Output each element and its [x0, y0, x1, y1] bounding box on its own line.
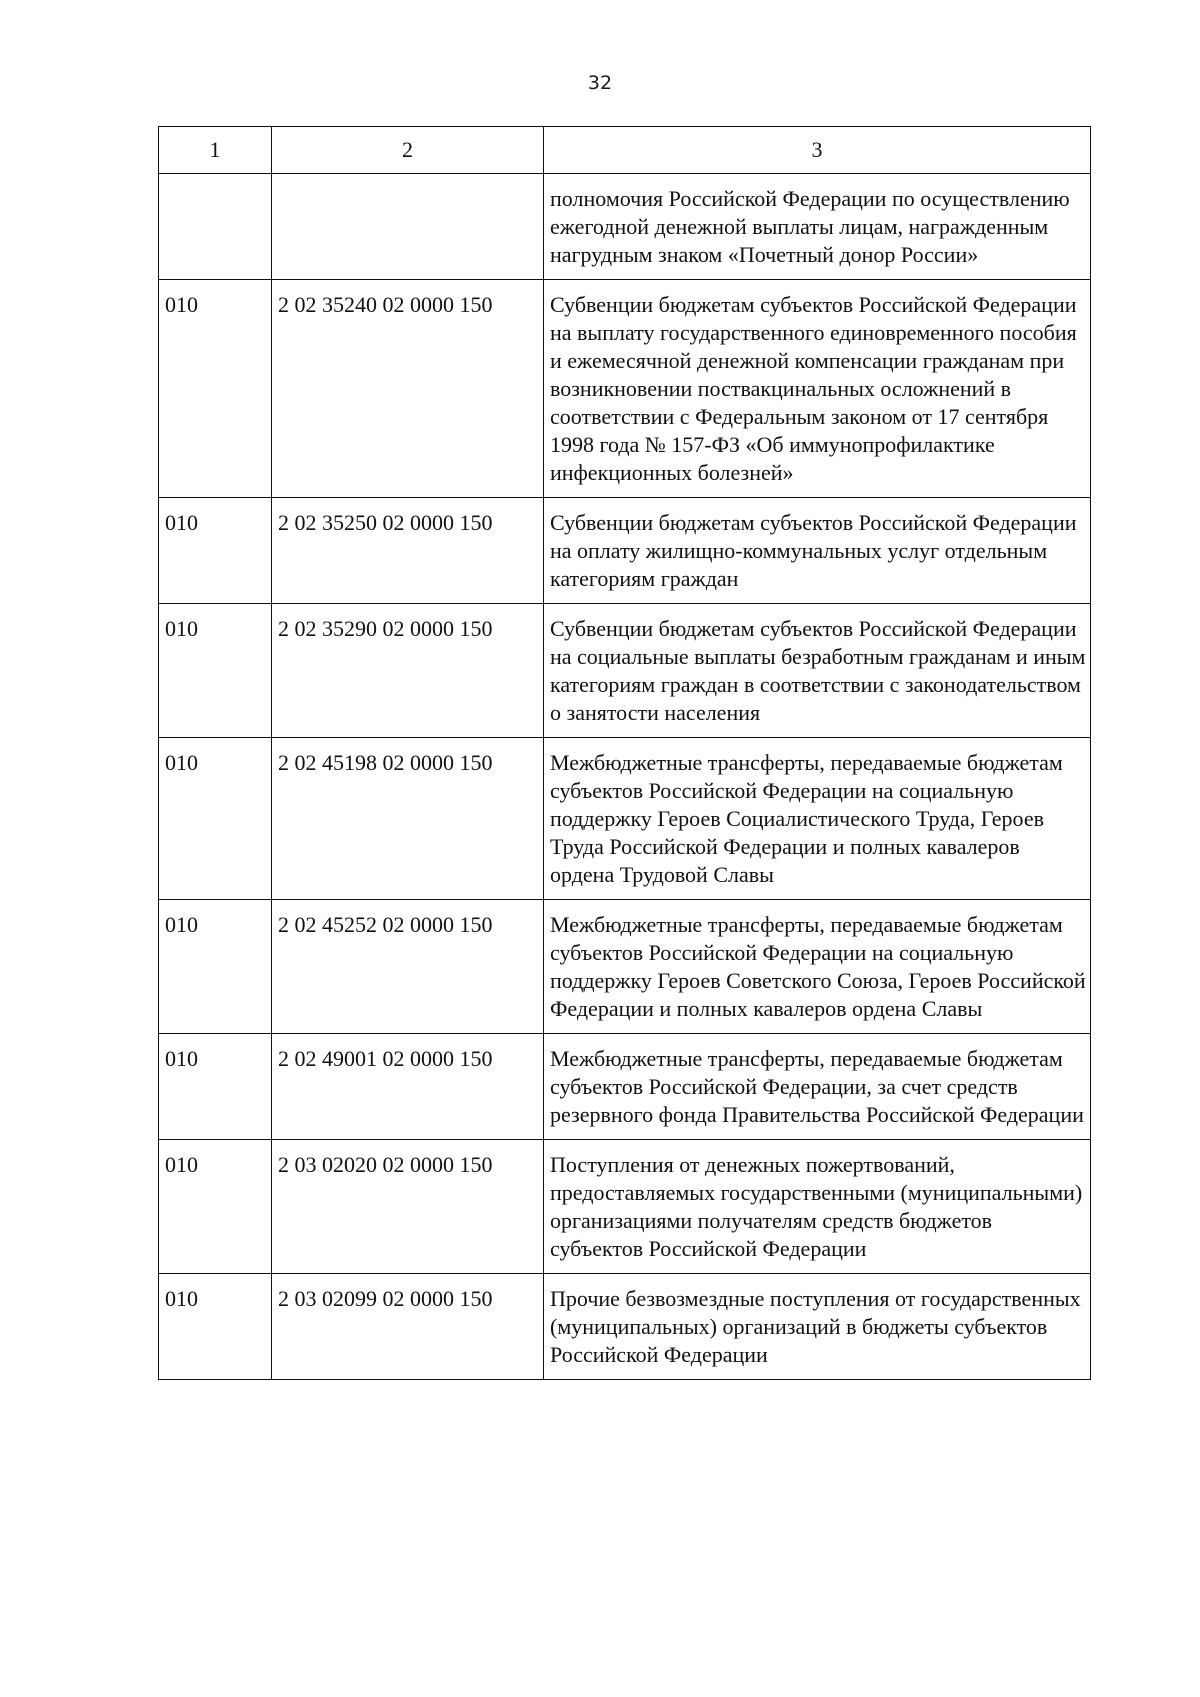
revenue-code-cell: 2 02 35290 02 0000 150 [272, 604, 544, 738]
revenue-code-cell [272, 174, 544, 280]
column-header-2: 2 [272, 127, 544, 174]
description-cell: полномочия Российской Федерации по осуществлению ежегодной денежной выплаты лицам, награжденным нагрудным знаком «Почетный донор России» [544, 174, 1091, 280]
table-row [159, 604, 1091, 738]
admin-code-cell: 010 [159, 1034, 272, 1140]
table-row [159, 1274, 1091, 1380]
admin-code-cell: 010 [159, 1274, 272, 1380]
admin-code-cell: 010 [159, 1140, 272, 1274]
admin-code-cell: 010 [159, 900, 272, 1034]
description-cell: Поступления от денежных пожертвований, предоставляемых государственными (муниципальными) организациями получателям средств бюджетов субъектов Российской Федерации [544, 1140, 1091, 1274]
table-row [159, 1140, 1091, 1274]
admin-code-cell: 010 [159, 738, 272, 900]
description-cell: Межбюджетные трансферты, передаваемые бюджетам субъектов Российской Федерации на социальную поддержку Героев Советского Союза, Героев Российской Федерации и полных кавалеров ордена Славы [544, 900, 1091, 1034]
admin-code-cell: 010 [159, 498, 272, 604]
description-cell: Прочие безвозмездные поступления от государственных (муниципальных) организаций в бюджеты субъектов Российской Федерации [544, 1274, 1091, 1380]
table-row [159, 900, 1091, 1034]
column-header-3: 3 [544, 127, 1091, 174]
admin-code-cell [159, 174, 272, 280]
admin-code-cell: 010 [159, 280, 272, 498]
revenue-code-cell: 2 02 49001 02 0000 150 [272, 1034, 544, 1140]
description-cell: Межбюджетные трансферты, передаваемые бюджетам субъектов Российской Федерации на социальную поддержку Героев Социалистического Труда, Героев Труда Российской Федерации и полных кавалеров ордена Трудовой Славы [544, 738, 1091, 900]
table-row [159, 498, 1091, 604]
table-header-row [159, 127, 1091, 174]
table-row [159, 738, 1091, 900]
table-row [159, 280, 1091, 498]
budget-revenue-table [158, 126, 1091, 1380]
description-cell: Субвенции бюджетам субъектов Российской Федерации на оплату жилищно-коммунальных услуг отдельным категориям граждан [544, 498, 1091, 604]
revenue-code-cell: 2 03 02099 02 0000 150 [272, 1274, 544, 1380]
page-number: 32 [587, 72, 613, 94]
table-row [159, 174, 1091, 280]
description-cell: Межбюджетные трансферты, передаваемые бюджетам субъектов Российской Федерации, за счет средств резервного фонда Правительства Российской Федерации [544, 1034, 1091, 1140]
description-cell: Субвенции бюджетам субъектов Российской Федерации на выплату государственного единовременного пособия и ежемесячной денежной компенсации гражданам при возникновении поствакцинальных осложнений в соответствии с Федеральным законом от 17 сентября 1998 года № 157-ФЗ «Об иммунопрофилактике инфекционных болезней» [544, 280, 1091, 498]
revenue-code-cell: 2 02 35240 02 0000 150 [272, 280, 544, 498]
column-header-1: 1 [159, 127, 272, 174]
revenue-code-cell: 2 02 45198 02 0000 150 [272, 738, 544, 900]
admin-code-cell: 010 [159, 604, 272, 738]
revenue-code-cell: 2 03 02020 02 0000 150 [272, 1140, 544, 1274]
revenue-code-cell: 2 02 45252 02 0000 150 [272, 900, 544, 1034]
revenue-code-cell: 2 02 35250 02 0000 150 [272, 498, 544, 604]
description-cell: Субвенции бюджетам субъектов Российской Федерации на социальные выплаты безработным гражданам и иным категориям граждан в соответствии с законодательством о занятости населения [544, 604, 1091, 738]
table-row [159, 1034, 1091, 1140]
